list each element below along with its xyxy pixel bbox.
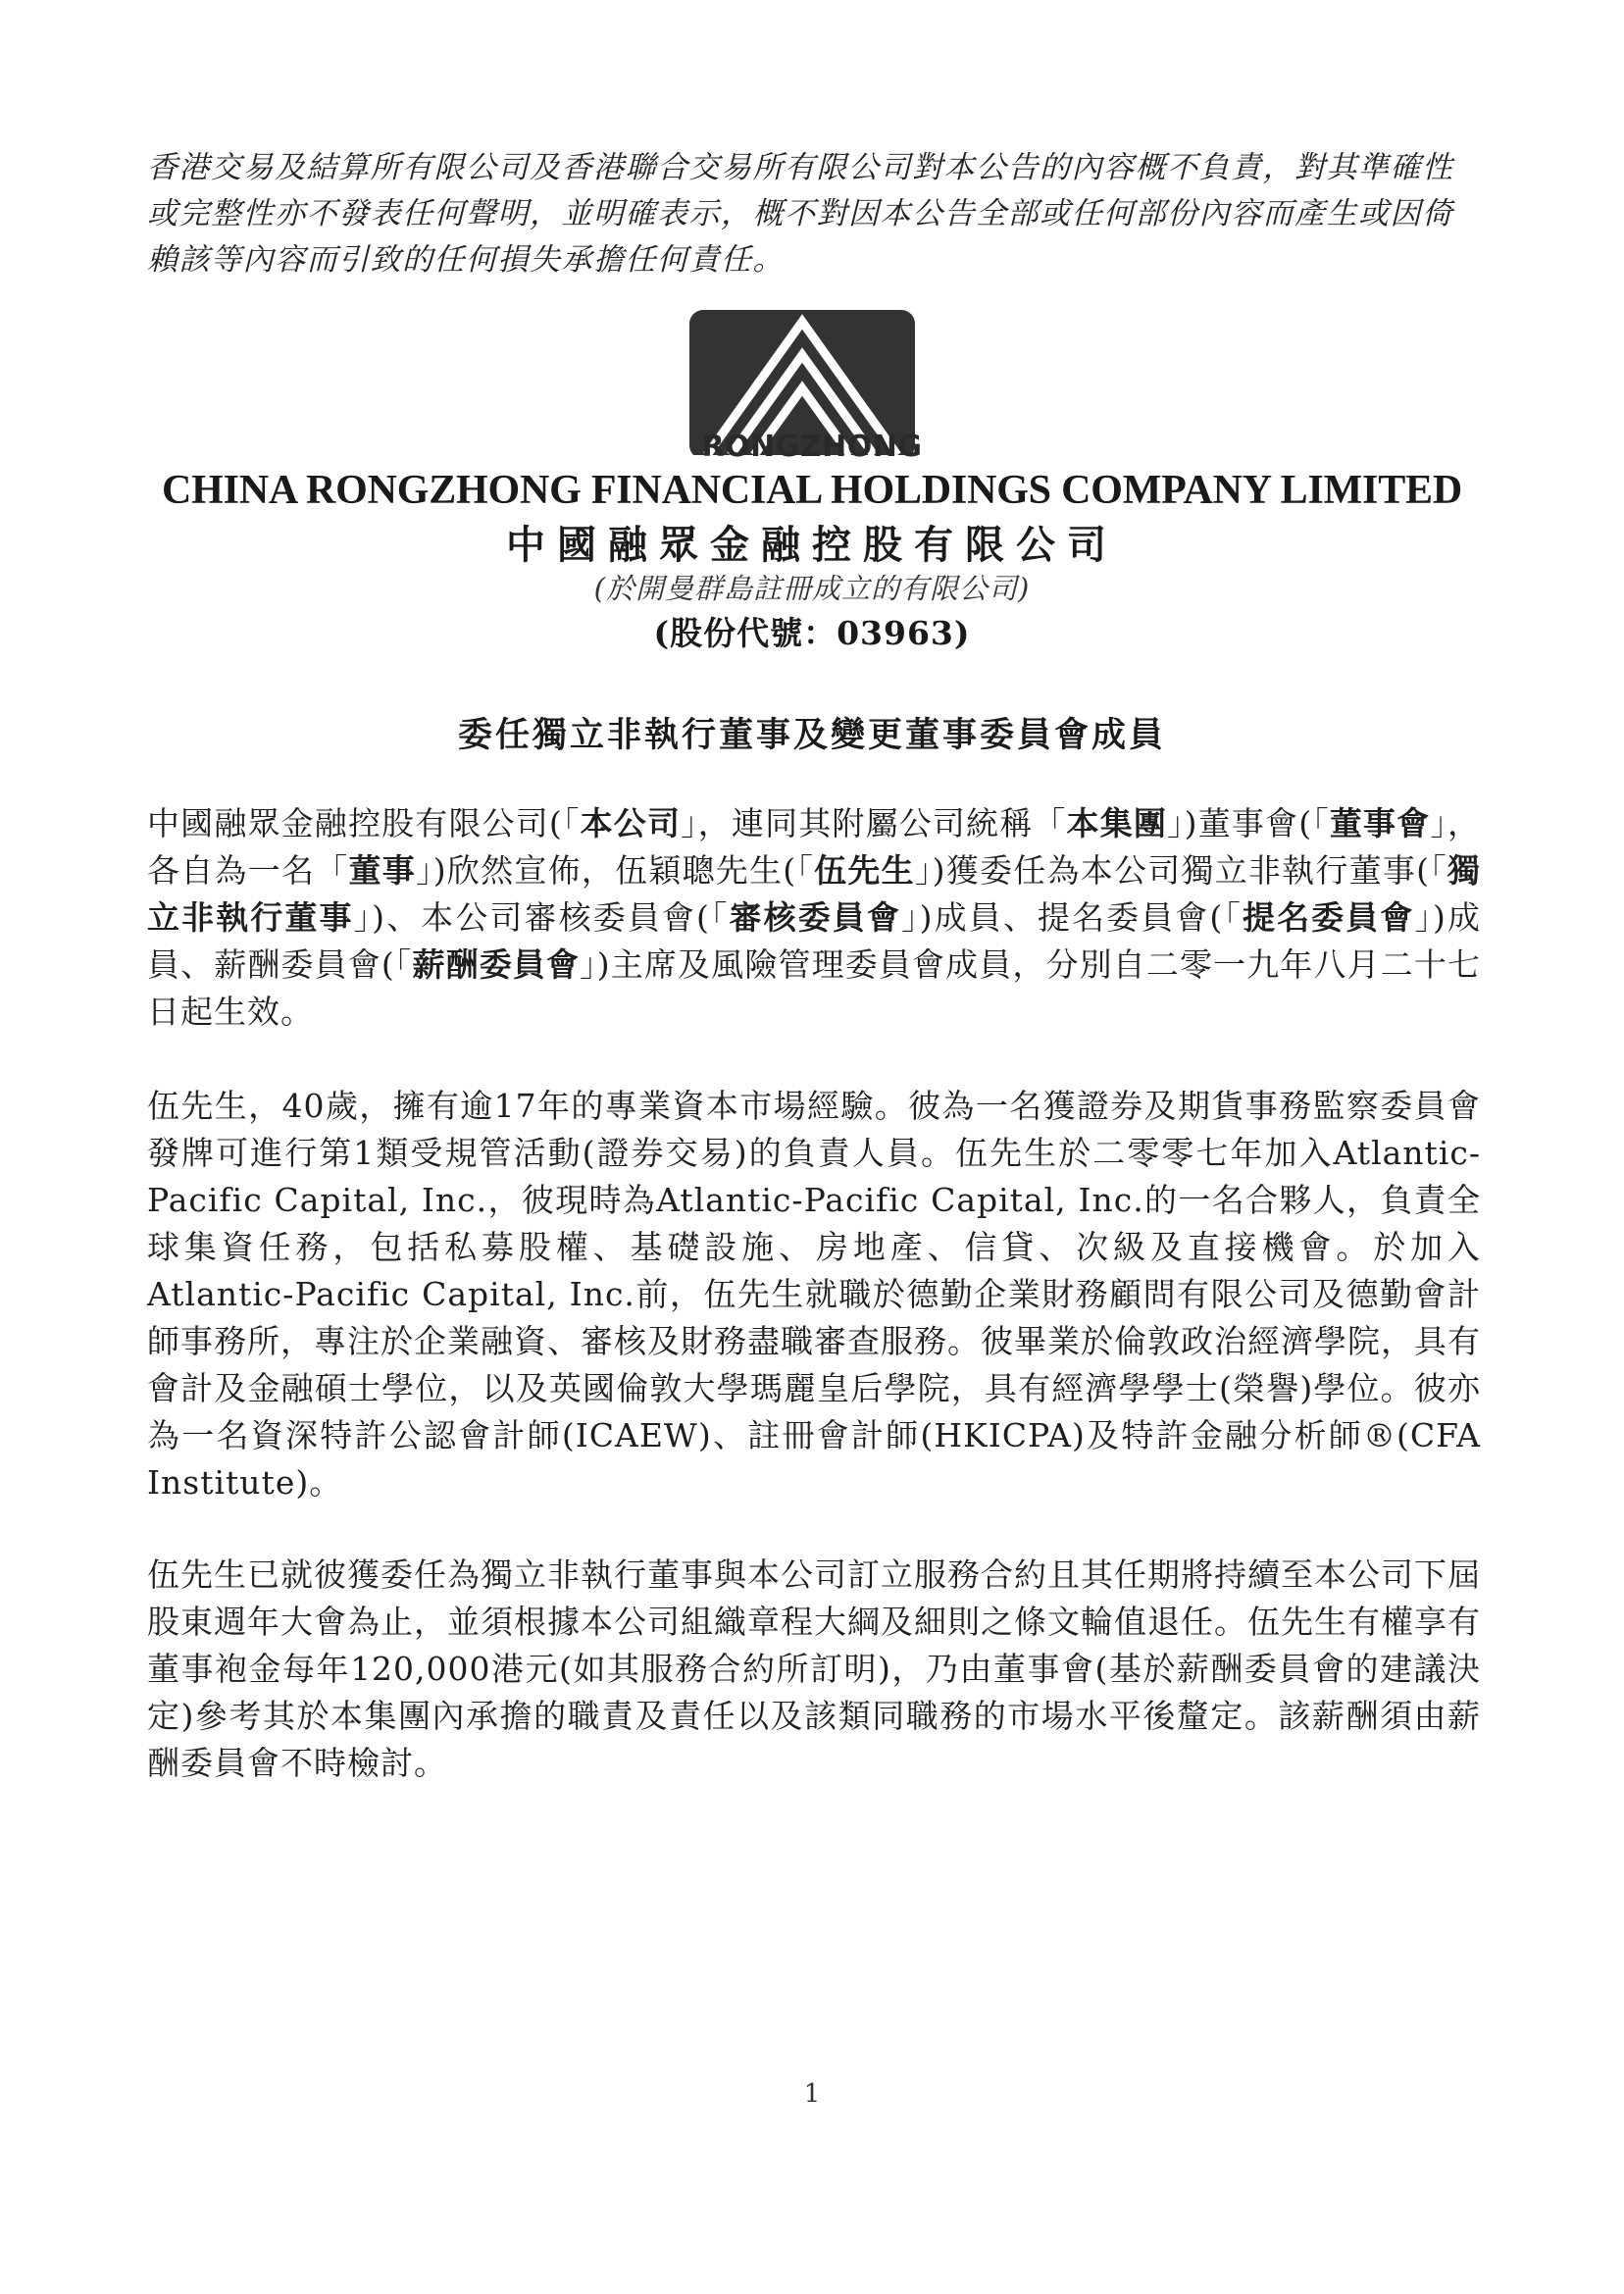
defined-term-remuneration-committee: 薪酬委員會 (412, 945, 581, 984)
stock-code: (股份代號：03963) (653, 614, 971, 652)
page-number: 1 (803, 2079, 821, 2109)
p1-text-9: 」)成員、薪酬委員會(「 (147, 898, 1482, 984)
p1-text-8: 」)成員、提名委員會(「 (901, 898, 1243, 937)
p1-text-5: 」)欣然宣佈，伍穎聰先生(「 (415, 851, 815, 890)
p1-text-7: 」)、本公司審核委員會(「 (353, 898, 730, 937)
defined-term-group: 本集團 (1066, 804, 1168, 842)
incorporation-note: (於開曼群島註冊成立的有限公司) (593, 572, 1031, 605)
announcement-title: 委任獨立非執行董事及變更董事委員會成員 (457, 716, 1166, 755)
company-name-english: CHINA RONGZHONG FINANCIAL HOLDINGS COMPANY LIMITED (162, 468, 1462, 513)
defined-term-nomination-committee: 提名委員會 (1242, 898, 1415, 937)
defined-term-board: 董事會 (1329, 804, 1431, 842)
p1-text-6: 」)獲委任為本公司獨立非執行董事(「 (914, 851, 1448, 890)
logo-wordmark: RONGZHONG (701, 430, 923, 464)
defined-term-director: 董事 (348, 851, 416, 890)
defined-term-inedd: 獨立非執行董事 (147, 851, 1482, 937)
p1-text-4: 」，各自為一名「 (147, 804, 1482, 890)
p1-text-2: 」，連同其附屬公司統稱「 (681, 804, 1067, 842)
p1-text-3: 」)董事會(「 (1167, 804, 1330, 842)
company-name-chinese: 中國融眾金融控股有限公司 (506, 523, 1118, 568)
p1-text-10: 」)主席及風險管理委員會成員，分別自二零一九年八月二十七日起生效。 (147, 945, 1482, 1031)
defined-term-audit-committee: 審核委員會 (729, 898, 902, 937)
p1-text-1: 中國融眾金融控股有限公司(「 (147, 804, 581, 842)
disclaimer-text: 香港交易及結算所有限公司及香港聯合交易所有限公司對本公告的內容概不負責，對其準確性或完整性亦不發表任何聲明，並明確表示，概不對因本公告全部或任何部份內容而產生或因倚賴該等內容而引致的任何損失承擔任何責任。 (147, 150, 1454, 278)
defined-term-mr-ng: 伍先生 (814, 851, 915, 890)
paragraph-biography: 伍先生，40歲，擁有逾17年的專業資本市場經驗。彼為一名獲證券及期貨事務監察委員會發牌可進行第1類受規管活動(證券交易)的負責人員。伍先生於二零零七年加入Atlantic-Pacific Capital, Inc.，彼現時為Atlantic-Pacific Capital, Inc.的一名合夥人，負責全球集資任務，包括私募股權、基礎設施、房地產、信貸、次級及直接機會。於加入Atlantic-Pacific Capital, Inc.前，伍先生就職於德勤企業財務顧問有限公司及德勤會計師事務所，專注於企業融資、審核及財務盡職審查服務。彼畢業於倫敦政治經濟學院，具有會計及金融碩士學位，以及英國倫敦大學瑪麗皇后學院，具有經濟學學士(榮譽)學位。彼亦為一名資深特許公認會計師(ICAEW)、註冊會計師(HKICPA)及特許金融分析師®(CFA Institute)。 (147, 1087, 1481, 1502)
paragraph-service-contract: 伍先生已就彼獲委任為獨立非執行董事與本公司訂立服務合約且其任期將持續至本公司下屆股東週年大會為止，並須根據本公司組織章程大綱及細則之條文輪值退任。伍先生有權享有董事袍金每年120,000港元(如其服務合約所訂明)，乃由董事會(基於薪酬委員會的建議決定)參考其於本集團內承擔的職責及責任以及該類同職務的市場水平後釐定。該薪酬須由薪酬委員會不時檢討。 (147, 1555, 1481, 1782)
defined-term-company: 本公司 (580, 804, 682, 842)
paragraph-appointment (147, 800, 1481, 1036)
